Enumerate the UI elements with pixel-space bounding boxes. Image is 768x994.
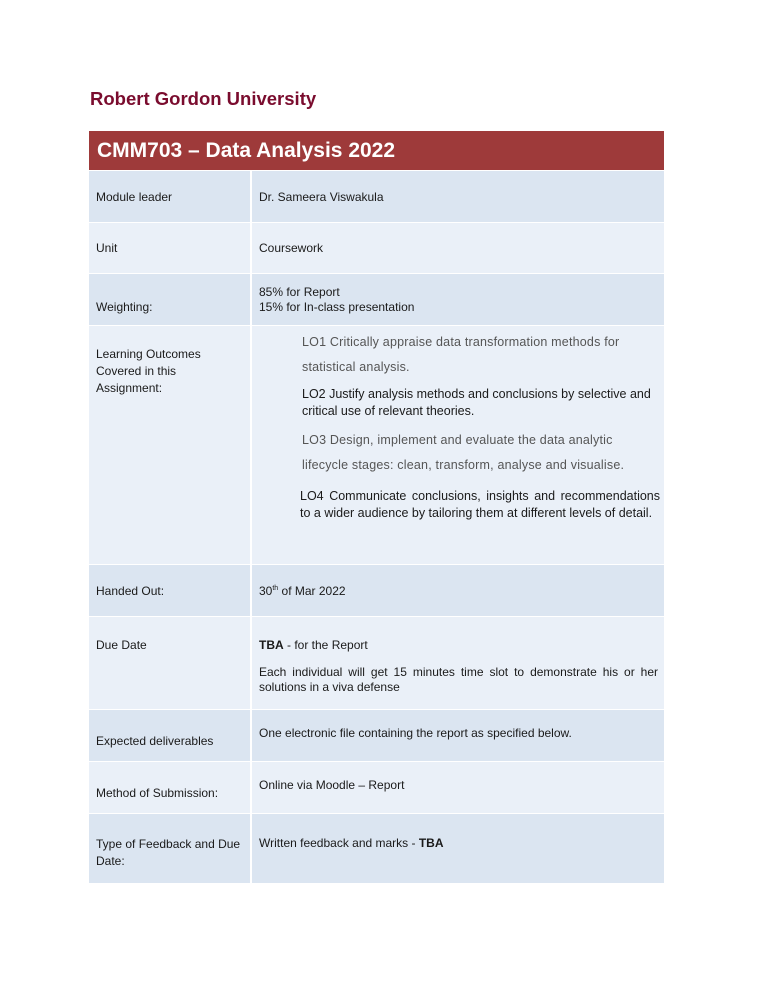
row-feedback [89,814,664,883]
row-unit [89,223,664,274]
row-deliverables [89,710,664,762]
row-handed-out [89,565,664,617]
row-submission [89,762,664,814]
lo3-text: LO3 Design, implement and evaluate the data analytic lifecycle stages: clean, transform, analyse and visualise. [302,433,625,472]
row-weighting [89,274,664,326]
label-feedback: Type of Feedback and Due Date: [89,814,252,883]
label-learning-outcomes: Learning Outcomes Covered in this Assignment: [89,326,252,564]
label-weighting: Weighting: [89,274,252,325]
value-feedback: Written feedback and marks - TBA [259,836,444,850]
label-unit: Unit [89,223,252,273]
lo2-text: LO2 Justify analysis methods and conclusions by selective and critical use of relevant theories. [302,387,651,418]
row-due-date [89,617,664,710]
weighting-report: 85% for Report [259,284,340,299]
row-module-leader [89,171,664,223]
label-deliverables: Expected deliverables [89,710,252,761]
value-unit: Coursework [259,241,324,255]
label-due-date: Due Date [89,617,252,709]
row-learning-outcomes [89,326,664,565]
assignment-info-table [89,131,664,883]
value-submission: Online via Moodle – Report [259,777,405,792]
value-module-leader: Dr. Sameera Viswakula [259,189,384,204]
label-module-leader: Module leader [89,171,252,222]
value-deliverables: One electronic file containing the report as specified below. [259,725,572,740]
label-submission: Method of Submission: [89,762,252,813]
value-due-date: TBA - for the Report [259,638,368,652]
value-handed-out: 30th of Mar 2022 [259,583,346,598]
label-handed-out: Handed Out: [89,565,252,616]
lo1-text: LO1 Critically appraise data transformation methods for statistical analysis. [302,335,620,374]
lo4-text: LO4 Communicate conclusions, insights and recommendations to a wider audience by tailoring them at different levels of detail. [300,489,660,520]
due-date-note: Each individual will get 15 minutes time slot to demonstrate his or her solutions in a viva defense [259,665,658,694]
university-name: Robert Gordon University [90,88,317,109]
module-title: CMM703 – Data Analysis 2022 [89,131,664,171]
weighting-presentation: 15% for In-class presentation [259,299,415,314]
